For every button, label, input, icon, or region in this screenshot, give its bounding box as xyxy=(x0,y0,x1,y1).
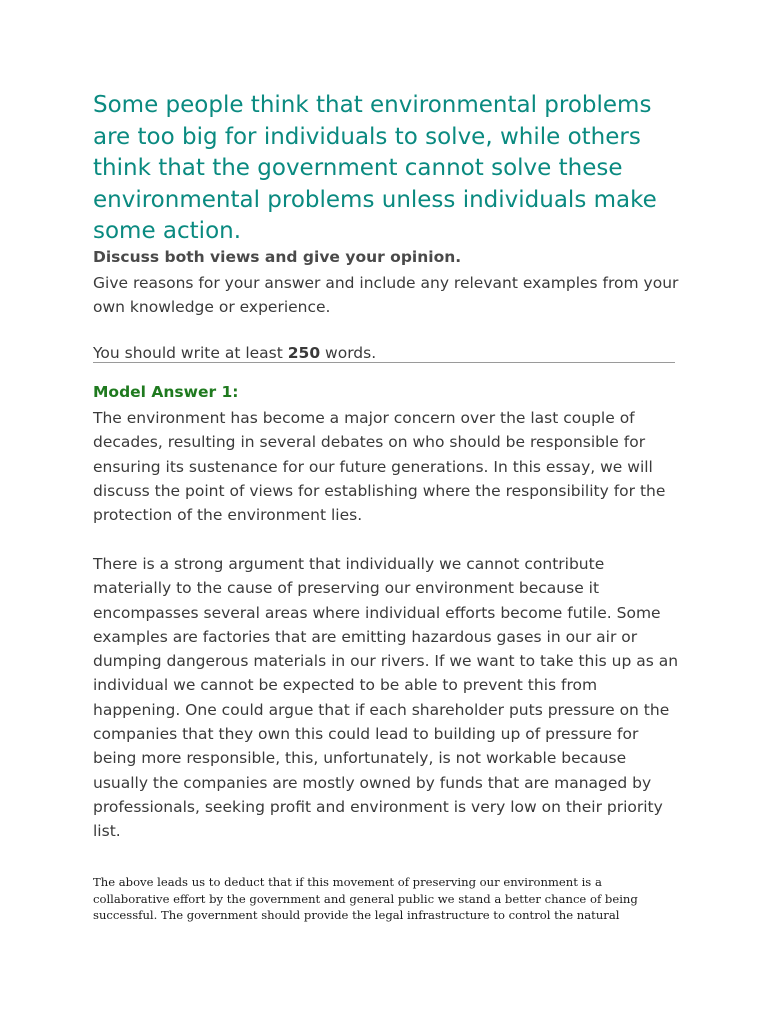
answer-paragraph-3: The above leads us to deduct that if this movement of preserving our environment is a collaborative effort by the government and general public we stand a better chance of being successful. The government should provide the legal infrastructure to control the natural xyxy=(93,875,638,923)
word-count-suffix: words. xyxy=(320,344,377,362)
answer-paragraph-1: The environment has become a major concern over the last couple of decades, resulting in several debates on who should be responsible for ensuring its sustenance for our future generations. In this essay, we will discuss the point of views for establishing where the responsibility for the protection of the environment lies. xyxy=(93,409,666,525)
word-count-number: 250 xyxy=(287,344,321,362)
section-divider xyxy=(93,362,675,363)
answer-paragraph-2: There is a strong argument that individually we cannot contribute materially to the cause of preserving our environment because it encompasses several areas where individual efforts become futile. Some examples are factories that are emitting hazardous gases in our air or dumping dangerous materials in our rivers. If we want to take this up as an individual we cannot be expected to be able to prevent this from happening. One could argue that if each shareholder puts pressure on the companies that they own this could lead to building up of pressure for being more responsible, this, unfortunately, is not workable because usually the companies are mostly owned by funds that are managed by professionals, seeking profit and environment is very low on their priority list. xyxy=(93,555,679,841)
reasons-instruction: Give reasons for your answer and include any relevant examples from your own knowledge or experience. xyxy=(93,274,679,317)
word-count-prefix: You should write at least xyxy=(93,344,288,362)
model-answer-heading: Model Answer 1: xyxy=(93,383,239,401)
essay-question: Some people think that environmental problems are too big for individuals to solve, while others think that the government cannot solve these environmental problems unless individuals make some action. xyxy=(93,92,657,244)
task-instruction: Discuss both views and give your opinion. xyxy=(93,248,462,266)
